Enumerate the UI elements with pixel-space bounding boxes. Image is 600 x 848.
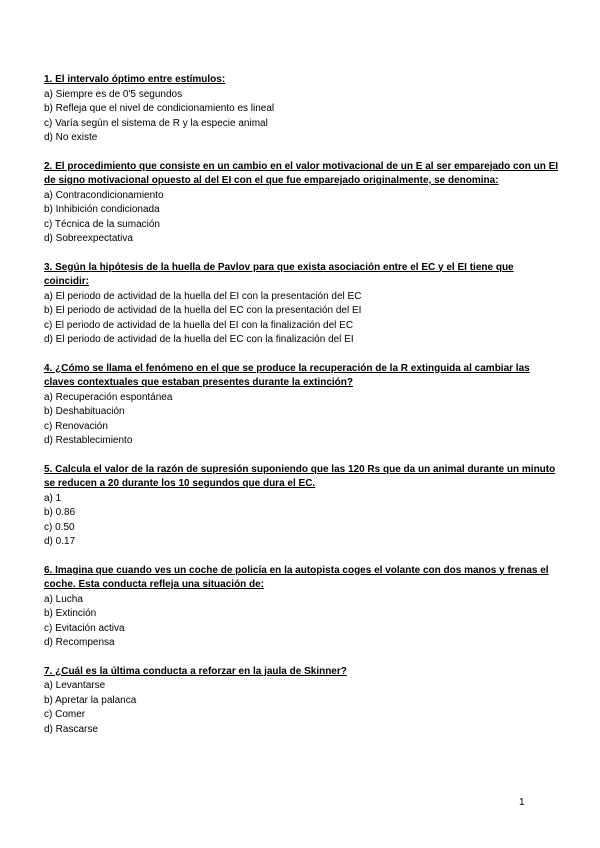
question-title: 1. El intervalo óptimo entre estímulos: — [44, 74, 226, 85]
page-number: 1 — [519, 797, 525, 808]
question-title: 7. ¿Cuál es la última conducta a reforzar en la jaula de Skinner? — [44, 665, 347, 677]
question-3 — [44, 261, 560, 348]
question-1 — [44, 73, 560, 146]
question-title: 2. El procedimiento que consiste en un cambio en el valor motivacional de un E al ser emparejado con un EI de signo motivacional opuesto al del EI con el que fue emparejado originalmente, se denomina: — [44, 160, 559, 186]
question-2 — [44, 160, 560, 247]
answer-option: c) Técnica de la sumación — [44, 218, 160, 230]
question-title: 4. ¿Cómo se llama el fenómeno en el que se produce la recuperación de la R extinguida al cambiar las claves contextuales que estaban presentes durante la extinción? — [44, 362, 530, 388]
answer-option: c) Evitación activa — [44, 622, 125, 634]
answer-option: b) Extinción — [44, 608, 97, 619]
question-title: 5. Calcula el valor de la razón de supresión suponiendo que las 120 Rs que da un animal durante un minuto se reducen a 20 durante los 10 segundos que dura el EC. — [44, 463, 556, 489]
answer-option: d) Rascarse — [44, 723, 98, 735]
answer-option: c) Renovación — [44, 420, 108, 432]
question-title: 3. Según la hipótesis de la huella de Pavlov para que exista asociación entre el EC y el EI tiene que coincidir: — [44, 261, 514, 287]
answer-option: b) Refleja que el nivel de condicionamiento es lineal — [44, 103, 275, 114]
answer-option: d) Recompensa — [44, 637, 115, 648]
answer-option: c) 0.50 — [44, 521, 75, 533]
answer-option: b) El periodo de actividad de la huella del EC con la presentación del EI — [44, 305, 362, 316]
answer-option: a) Lucha — [44, 593, 83, 605]
answer-option: b) 0.86 — [44, 507, 76, 518]
answer-option: a) Recuperación espontánea — [44, 391, 173, 403]
answer-option: c) Comer — [44, 709, 86, 720]
answer-option: d) 0.17 — [44, 536, 76, 547]
answer-option: d) Sobreexpectativa — [44, 233, 133, 244]
answer-option: a) Levantarse — [44, 680, 106, 691]
question-7 — [44, 665, 560, 738]
answer-option: a) El periodo de actividad de la huella del EI con la presentación del EC — [44, 290, 362, 302]
answer-option: d) No existe — [44, 132, 98, 143]
question-6 — [44, 564, 560, 651]
answer-option: c) El periodo de actividad de la huella del EI con la finalización del EC — [44, 319, 354, 331]
answer-option: b) Inhibición condicionada — [44, 204, 160, 215]
answer-option: b) Deshabituación — [44, 406, 125, 417]
answer-option: d) El periodo de actividad de la huella del EC con la finalización del EI — [44, 334, 354, 345]
answer-option: a) Siempre es de 0'5 segundos — [44, 88, 183, 100]
answer-option: d) Restablecimiento — [44, 435, 133, 446]
question-5 — [44, 463, 560, 550]
document-page — [44, 73, 560, 751]
answer-option: a) 1 — [44, 492, 62, 504]
answer-option: a) Contracondicionamiento — [44, 189, 164, 201]
question-4 — [44, 362, 560, 449]
question-title: 6. Imagina que cuando ves un coche de policía en la autopista coges el volante con dos manos y frenas el coche. Esta conducta refleja una situación de: — [44, 564, 549, 590]
answer-option: c) Varía según el sistema de R y la especie animal — [44, 117, 268, 129]
answer-option: b) Apretar la palanca — [44, 694, 137, 706]
